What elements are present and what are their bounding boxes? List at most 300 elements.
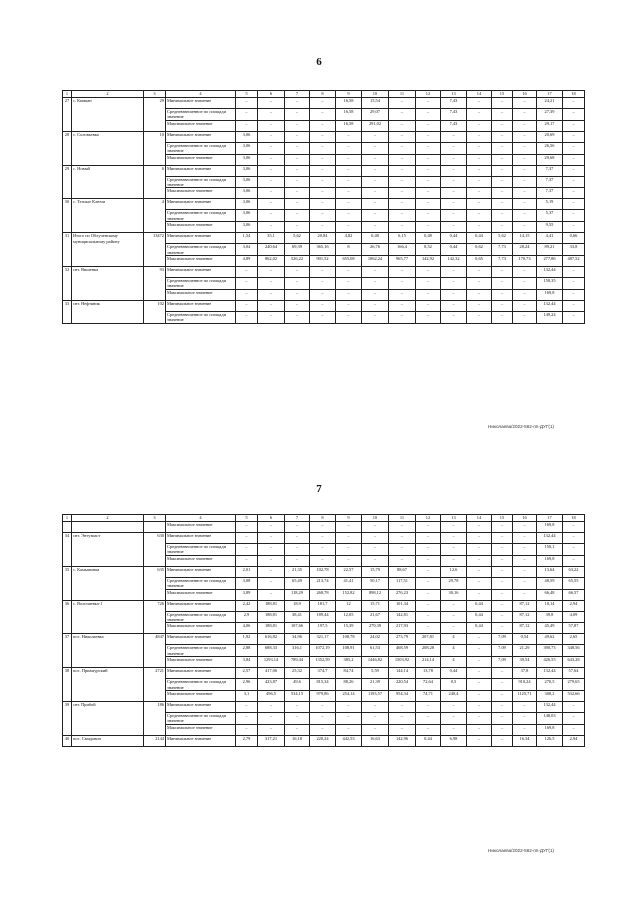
value-cell: – xyxy=(336,522,362,533)
value-cell: – xyxy=(563,544,585,556)
value-cell: – xyxy=(492,142,513,154)
value-cell: – xyxy=(310,289,336,300)
value-cell: 117,51 xyxy=(389,577,416,589)
value-cell: 1,92 xyxy=(236,634,258,645)
value-cell: 898,12 xyxy=(362,589,389,600)
value-cell: – xyxy=(513,278,537,290)
value-cell: – xyxy=(236,724,258,735)
value-cell: 87,12 xyxy=(513,611,537,623)
value-cell: – xyxy=(362,311,389,323)
value-cell: 25,32 xyxy=(285,668,310,679)
value-cell: – xyxy=(362,210,389,222)
value-cell: 34,96 xyxy=(285,634,310,645)
value-type-cell: Максимальное значение xyxy=(166,623,236,634)
value-cell: – xyxy=(563,278,585,290)
value-cell: 688,33 xyxy=(258,645,285,657)
header-cell: 3 xyxy=(144,91,166,98)
value-cell: 0,48 xyxy=(416,233,441,244)
header-cell: 6 xyxy=(258,515,285,522)
value-cell: 87,12 xyxy=(513,600,537,611)
value-cell: – xyxy=(492,311,513,323)
value-cell: – xyxy=(258,222,285,233)
value-cell: – xyxy=(258,289,285,300)
value-cell: – xyxy=(492,679,513,691)
value-cell: – xyxy=(467,589,492,600)
value-cell: – xyxy=(563,210,585,222)
value-cell: 16,18 xyxy=(285,735,310,746)
value-cell: 45,49 xyxy=(537,623,563,634)
value-type-cell: Максимальное значение xyxy=(166,256,236,267)
value-cell: – xyxy=(416,109,441,121)
value-type-cell: Минимальное значение xyxy=(166,668,236,679)
header-cell: 8 xyxy=(310,515,336,522)
value-cell: 15,79 xyxy=(362,566,389,577)
value-cell: 5,62 xyxy=(492,233,513,244)
value-cell: – xyxy=(336,142,362,154)
header-cell: 12 xyxy=(416,515,441,522)
value-cell: 35,1 xyxy=(258,233,285,244)
header-cell: 17 xyxy=(537,515,563,522)
value-cell: 132,44 xyxy=(537,668,563,679)
value-cell: – xyxy=(336,702,362,713)
value-cell: 7,43 xyxy=(441,109,467,121)
value-cell: 3,1 xyxy=(236,691,258,702)
value-cell: – xyxy=(389,267,416,278)
value-cell: – xyxy=(467,645,492,657)
value-cell: – xyxy=(492,623,513,634)
value-cell: – xyxy=(362,555,389,566)
value-cell: – xyxy=(492,165,513,176)
value-cell: – xyxy=(389,533,416,544)
value-cell: – xyxy=(441,611,467,623)
value-cell: 3,06 xyxy=(236,188,258,199)
value-cell: – xyxy=(513,713,537,725)
value-cell: – xyxy=(236,702,258,713)
value-cell: – xyxy=(513,120,537,131)
value-cell: 0,5 xyxy=(441,679,467,691)
value-cell: – xyxy=(416,600,441,611)
value-cell: – xyxy=(467,634,492,645)
value-cell: 2,01 xyxy=(236,566,258,577)
value-cell: – xyxy=(336,210,362,222)
value-cell: – xyxy=(416,589,441,600)
value-cell: 8,52 xyxy=(416,244,441,256)
value-cell: – xyxy=(285,724,310,735)
value-cell: 29,78 xyxy=(441,577,467,589)
value-cell: – xyxy=(310,222,336,233)
value-cell: – xyxy=(492,120,513,131)
value-cell: 220,54 xyxy=(389,679,416,691)
value-cell: 39,8 xyxy=(537,611,563,623)
value-cell: – xyxy=(336,199,362,210)
page-6-footer: Николаева/2022-562-пп-ДУГ(1) xyxy=(488,424,555,429)
value-cell: – xyxy=(513,544,537,556)
header-cell: 10 xyxy=(362,515,389,522)
header-cell: 4 xyxy=(166,91,236,98)
value-cell: 4 xyxy=(441,634,467,645)
value-type-cell: Максимальное значение xyxy=(166,555,236,566)
value-cell: 107,66 xyxy=(285,623,310,634)
value-type-cell: Средневзвешенное по площади значение xyxy=(166,244,236,256)
value-cell: 14,15 xyxy=(513,233,537,244)
value-cell: – xyxy=(513,210,537,222)
population-cell: 102 xyxy=(144,300,166,323)
page-7-footer: Николаева/2022-562-пп-ДУГ(1) xyxy=(488,848,555,853)
value-cell: 20,69 xyxy=(537,131,563,142)
value-type-cell: Средневзвешенное по площади значение xyxy=(166,278,236,290)
value-cell: 3,06 xyxy=(236,142,258,154)
value-cell: – xyxy=(362,300,389,311)
value-cell: – xyxy=(310,724,336,735)
settlement-name-cell: с. Новый xyxy=(72,165,144,199)
settlement-name-cell xyxy=(72,522,144,533)
header-cell: 6 xyxy=(258,91,285,98)
value-cell: 7,43 xyxy=(441,98,467,109)
value-type-cell: Минимальное значение xyxy=(166,702,236,713)
row-number-cell: 36 xyxy=(63,600,72,634)
value-cell: – xyxy=(258,702,285,713)
value-cell: – xyxy=(467,311,492,323)
value-cell: – xyxy=(285,109,310,121)
value-cell: 468,59 xyxy=(389,645,416,657)
value-cell: 63,22 xyxy=(563,566,585,577)
value-cell: – xyxy=(563,522,585,533)
value-type-cell: Минимальное значение xyxy=(166,600,236,611)
value-cell: – xyxy=(513,154,537,165)
value-cell: 16,58 xyxy=(336,98,362,109)
value-type-cell: Средневзвешенное по площади значение xyxy=(166,577,236,589)
value-cell: – xyxy=(310,210,336,222)
value-cell: – xyxy=(416,154,441,165)
value-type-cell: Максимальное значение xyxy=(166,154,236,165)
value-cell: 142,32 xyxy=(441,256,467,267)
value-cell: – xyxy=(467,713,492,725)
value-cell: – xyxy=(236,289,258,300)
value-type-cell: Минимальное значение xyxy=(166,165,236,176)
value-cell: – xyxy=(362,267,389,278)
value-cell: – xyxy=(513,300,537,311)
value-cell: 273,79 xyxy=(389,634,416,645)
value-cell: – xyxy=(441,154,467,165)
value-cell: – xyxy=(416,623,441,634)
value-cell: 61,53 xyxy=(362,645,389,657)
value-cell: 150,1 xyxy=(537,544,563,556)
population-cell: 726 xyxy=(144,600,166,634)
value-cell: – xyxy=(336,311,362,323)
value-cell: – xyxy=(362,176,389,188)
value-cell: – xyxy=(416,555,441,566)
value-cell: – xyxy=(467,222,492,233)
value-cell: – xyxy=(492,668,513,679)
table-row xyxy=(63,165,585,176)
value-cell: – xyxy=(492,176,513,188)
value-cell: – xyxy=(416,222,441,233)
value-cell: 789,44 xyxy=(285,657,310,668)
value-cell: 1072,19 xyxy=(310,645,336,657)
row-number-cell: 40 xyxy=(63,735,72,746)
value-cell: 214,14 xyxy=(416,657,441,668)
value-cell: 2,57 xyxy=(236,668,258,679)
value-cell: 37,8 xyxy=(513,668,537,679)
value-cell: – xyxy=(563,109,585,121)
value-cell: – xyxy=(416,165,441,176)
value-cell: – xyxy=(310,311,336,323)
table-row xyxy=(63,634,585,645)
value-cell: 3,06 xyxy=(236,165,258,176)
value-cell: – xyxy=(336,544,362,556)
value-cell: – xyxy=(513,98,537,109)
value-cell: 15,39 xyxy=(336,623,362,634)
value-cell: 12 xyxy=(336,600,362,611)
value-cell: 188,81 xyxy=(258,611,285,623)
value-cell: – xyxy=(416,522,441,533)
value-cell: – xyxy=(236,544,258,556)
value-cell: 0,44 xyxy=(416,735,441,746)
value-cell: – xyxy=(563,222,585,233)
value-cell: 15,54 xyxy=(362,98,389,109)
value-cell: – xyxy=(467,142,492,154)
settlement-name-cell: с. Волочаевка-1 xyxy=(72,600,144,634)
page-7-number: 7 xyxy=(316,483,322,495)
value-cell: 50,17 xyxy=(362,577,389,589)
value-cell: – xyxy=(236,109,258,121)
value-cell: – xyxy=(336,533,362,544)
row-number-cell: 39 xyxy=(63,702,72,736)
value-type-cell: Максимальное значение xyxy=(166,289,236,300)
value-cell: – xyxy=(389,278,416,290)
value-cell: – xyxy=(563,199,585,210)
value-type-cell: Максимальное значение xyxy=(166,724,236,735)
value-cell: – xyxy=(389,109,416,121)
value-cell: 277,86 xyxy=(537,256,563,267)
value-cell: 29,68 xyxy=(537,154,563,165)
value-cell: – xyxy=(492,533,513,544)
page-7-table xyxy=(62,514,585,747)
value-cell: 487,52 xyxy=(563,256,585,267)
value-cell: 148,03 xyxy=(537,713,563,725)
value-cell: – xyxy=(310,109,336,121)
value-cell: – xyxy=(467,176,492,188)
value-type-cell: Максимальное значение xyxy=(166,522,236,533)
value-cell: – xyxy=(467,109,492,121)
value-cell: – xyxy=(389,289,416,300)
value-cell: – xyxy=(236,713,258,725)
row-number-cell xyxy=(63,522,72,533)
value-cell: – xyxy=(310,533,336,544)
value-cell: – xyxy=(362,533,389,544)
value-cell: – xyxy=(416,300,441,311)
value-cell: 0,54 xyxy=(513,634,537,645)
table-row xyxy=(63,199,585,210)
value-cell: – xyxy=(441,555,467,566)
value-cell: – xyxy=(441,533,467,544)
settlement-name-cell: снт. Нефтяник xyxy=(72,300,144,323)
value-cell: 33,8 xyxy=(563,244,585,256)
value-cell: 2,65 xyxy=(563,634,585,645)
value-type-cell: Средневзвешенное по площади значение xyxy=(166,544,236,556)
value-cell: 7,37 xyxy=(537,165,563,176)
value-type-cell: Максимальное значение xyxy=(166,188,236,199)
value-cell: 7,37 xyxy=(537,176,563,188)
value-cell: – xyxy=(467,165,492,176)
value-cell: 954,34 xyxy=(389,691,416,702)
value-cell: – xyxy=(513,566,537,577)
value-cell: 2,94 xyxy=(563,735,585,746)
value-cell: – xyxy=(258,533,285,544)
value-cell: – xyxy=(563,188,585,199)
value-cell: 16,63 xyxy=(362,735,389,746)
value-cell: – xyxy=(258,589,285,600)
value-cell: 965,77 xyxy=(389,256,416,267)
value-cell: – xyxy=(492,577,513,589)
value-cell: – xyxy=(513,267,537,278)
value-cell: – xyxy=(310,98,336,109)
value-cell: 21,39 xyxy=(362,679,389,691)
header-cell: 5 xyxy=(236,515,258,522)
value-cell: – xyxy=(389,131,416,142)
value-cell: – xyxy=(310,131,336,142)
population-cell: 4 xyxy=(144,199,166,233)
header-cell: 2 xyxy=(72,91,144,98)
header-cell: 15 xyxy=(492,515,513,522)
value-cell: – xyxy=(310,120,336,131)
value-cell: 1446,82 xyxy=(362,657,389,668)
value-cell: – xyxy=(563,702,585,713)
value-type-cell: Минимальное значение xyxy=(166,566,236,577)
value-cell: 4,89 xyxy=(236,256,258,267)
value-cell: – xyxy=(441,176,467,188)
value-cell: – xyxy=(389,142,416,154)
value-cell: – xyxy=(285,522,310,533)
value-cell: – xyxy=(258,176,285,188)
value-cell: 0,44 xyxy=(467,600,492,611)
value-cell: – xyxy=(563,142,585,154)
value-cell: – xyxy=(467,668,492,679)
value-cell: 979,86 xyxy=(310,691,336,702)
value-cell: 66,57 xyxy=(563,589,585,600)
value-cell: 0,44 xyxy=(441,233,467,244)
value-cell: – xyxy=(441,289,467,300)
value-cell: – xyxy=(285,300,310,311)
value-cell: – xyxy=(492,544,513,556)
value-cell: – xyxy=(492,735,513,746)
header-cell: 7 xyxy=(285,91,310,98)
value-cell: 108,78 xyxy=(336,634,362,645)
value-cell: – xyxy=(416,566,441,577)
value-cell: 3,06 xyxy=(236,222,258,233)
value-cell: – xyxy=(563,98,585,109)
value-type-cell: Минимальное значение xyxy=(166,233,236,244)
value-cell: – xyxy=(492,600,513,611)
value-cell: – xyxy=(258,566,285,577)
value-cell: 5,37 xyxy=(537,210,563,222)
value-cell: 417,06 xyxy=(258,668,285,679)
value-cell: – xyxy=(258,577,285,589)
value-cell: 3,06 xyxy=(236,154,258,165)
value-cell: 2,42 xyxy=(236,600,258,611)
value-cell: – xyxy=(441,544,467,556)
value-cell: – xyxy=(441,311,467,323)
value-cell: – xyxy=(258,210,285,222)
value-cell: 2,94 xyxy=(563,600,585,611)
value-cell: – xyxy=(285,199,310,210)
value-cell: – xyxy=(236,98,258,109)
settlement-name-cell: Итого по Облученскому муниципальному району xyxy=(72,233,144,267)
value-type-cell: Средневзвешенное по площади значение xyxy=(166,210,236,222)
value-cell: – xyxy=(258,188,285,199)
value-cell: 12,6 xyxy=(441,566,467,577)
value-cell: – xyxy=(563,713,585,725)
value-cell: 0,66 xyxy=(563,233,585,244)
value-cell: – xyxy=(258,311,285,323)
value-cell: – xyxy=(513,131,537,142)
value-cell: – xyxy=(416,724,441,735)
value-cell: – xyxy=(310,267,336,278)
value-cell: – xyxy=(285,210,310,222)
row-number-cell: 34 xyxy=(63,533,72,567)
value-cell: – xyxy=(285,154,310,165)
settlement-name-cell: снт. Энтузиаст xyxy=(72,533,144,567)
value-cell: – xyxy=(467,300,492,311)
value-cell: – xyxy=(513,522,537,533)
value-cell: – xyxy=(389,555,416,566)
row-number-cell: 28 xyxy=(63,131,72,165)
header-row xyxy=(63,91,585,98)
value-cell: – xyxy=(285,222,310,233)
value-cell: – xyxy=(467,199,492,210)
value-cell: – xyxy=(285,267,310,278)
value-cell: – xyxy=(336,555,362,566)
value-cell: 7,09 xyxy=(492,645,513,657)
value-cell: – xyxy=(310,278,336,290)
value-cell: – xyxy=(236,278,258,290)
population-cell: 6 xyxy=(144,165,166,199)
value-cell: 24,02 xyxy=(362,634,389,645)
value-type-cell: Максимальное значение xyxy=(166,589,236,600)
value-cell: – xyxy=(336,300,362,311)
value-cell: – xyxy=(513,222,537,233)
value-cell: 1062,24 xyxy=(362,256,389,267)
population-cell: 630 xyxy=(144,533,166,567)
value-cell: – xyxy=(336,267,362,278)
value-cell: – xyxy=(563,176,585,188)
value-cell: 655,08 xyxy=(336,256,362,267)
value-cell: – xyxy=(362,165,389,176)
value-cell: 348,56 xyxy=(563,645,585,657)
value-cell: 72,64 xyxy=(416,679,441,691)
value-cell: – xyxy=(513,289,537,300)
value-cell: 442,53 xyxy=(336,735,362,746)
value-cell: – xyxy=(336,131,362,142)
value-cell: 22,57 xyxy=(336,566,362,577)
value-cell: 38,41 xyxy=(285,611,310,623)
value-cell: 20,84 xyxy=(310,233,336,244)
value-cell: 423,87 xyxy=(258,679,285,691)
value-cell: 901,52 xyxy=(310,256,336,267)
value-cell: 2,9 xyxy=(236,611,258,623)
value-cell: – xyxy=(236,311,258,323)
value-cell: – xyxy=(563,165,585,176)
value-cell: – xyxy=(336,278,362,290)
value-cell: – xyxy=(310,154,336,165)
value-cell: – xyxy=(513,199,537,210)
header-row xyxy=(63,515,585,522)
value-cell: – xyxy=(492,222,513,233)
value-cell: – xyxy=(310,199,336,210)
value-cell: – xyxy=(389,702,416,713)
value-cell: – xyxy=(441,300,467,311)
value-cell: 66,48 xyxy=(537,589,563,600)
